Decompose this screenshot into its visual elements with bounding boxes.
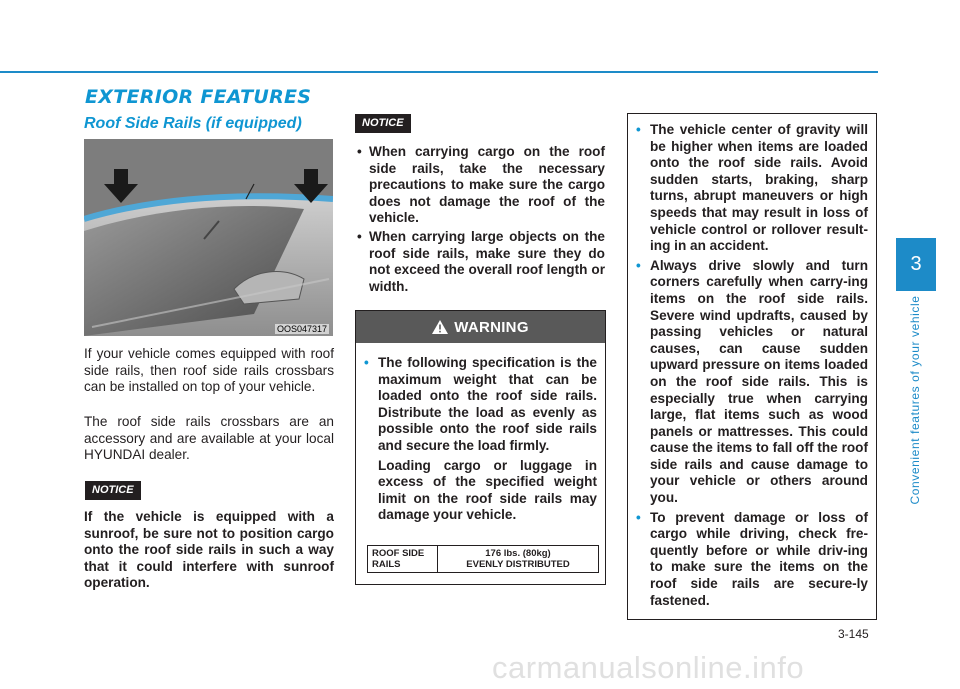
chapter-tab: 3: [896, 238, 936, 291]
roof-rails-figure: [84, 139, 333, 336]
warning-box: [355, 310, 606, 585]
bullet-icon: •: [357, 228, 362, 244]
list-item: • To prevent damage or loss of cargo while driving, check fre-quently before or while driv-ing to make sure the items on the roof side rails are secure-ly fastened.: [636, 509, 868, 608]
notice-label: NOTICE: [355, 114, 411, 133]
notice-text: If the vehicle is equipped with a sunroof, be sure not to position cargo onto the roof side rails in such a way that it could interfere with sunroof operation.: [84, 509, 334, 591]
bullet-icon: •: [636, 122, 641, 137]
warning-continued-box: [627, 113, 877, 620]
page-number: 3-145: [838, 627, 869, 641]
warning-continuation: Loading cargo or luggage in excess of the specified weight limit on the roof side rails may damage your vehicle.: [378, 457, 597, 523]
warning-header: [356, 311, 605, 343]
list-item: • The following specification is the maximum weight that can be loaded onto the roof side rails. Distribute the load as evenly as possible onto the roof side rails and secure the load firmly. Loading cargo or luggage in excess of the specified weight limit on the roof side rails may damage your vehicle.: [364, 355, 597, 523]
bullet-icon: •: [357, 144, 362, 159]
page-title: Roof Side Rails (if equipped): [84, 115, 302, 132]
chapter-title: Convenient features of your vehicle: [908, 295, 922, 505]
section-header: EXTERIOR FEATURES: [85, 86, 312, 108]
warning-label: WARNING: [454, 318, 529, 336]
warning-triangle-icon: [432, 320, 448, 334]
accessory-paragraph: The roof side rails crossbars are an accessory and are available at your local HYUNDAI dealer.: [84, 414, 334, 463]
notice-list: [355, 144, 605, 297]
warning-list: [364, 355, 597, 524]
spec-label: ROOF SIDE RAILS: [368, 546, 438, 573]
warning-list: [636, 122, 868, 609]
car-roof-illustration: [84, 139, 333, 336]
list-item: • Always drive slowly and turn corners carefully when carry-ing items on the roof side rails. Severe wind updrafts, caused by passing vehicles or natural causes, can cause sudden upward pressure on items loaded on the roof side rails. This is especially true when carrying large, flat items such as wood panels or mattresses. This could cause the items to fall off the roof side rails and cause damage to your vehicle or others around you.: [636, 257, 868, 506]
list-item: • When carrying large objects on the roof side rails, make sure they do not exceed the overall roof length or width.: [357, 228, 605, 294]
list-item: • When carrying cargo on the roof side rails, take the necessary precautions to make sure the cargo does not damage the roof of the vehicle.: [357, 144, 605, 226]
notice-label: NOTICE: [85, 481, 141, 500]
bullet-icon: •: [636, 257, 641, 273]
bullet-icon: •: [636, 509, 641, 525]
bullet-icon: •: [364, 355, 369, 370]
header-rule: [0, 71, 878, 73]
spec-table: [367, 545, 599, 573]
spec-value: 176 lbs. (80kg) EVENLY DISTRIBUTED: [438, 546, 599, 573]
intro-paragraph: If your vehicle comes equipped with roof side rails, then roof side rails crossbars can be installed on top of your vehicle.: [84, 346, 334, 395]
figure-code: OOS047317: [276, 324, 327, 334]
list-item: • The vehicle center of gravity will be higher when items are loaded onto the roof side rails. Avoid sudden starts, braking, sharp turns, abrupt maneuvers or high speeds that may result in loss of vehicle control or rollover result-ing in an accident.: [636, 122, 868, 254]
table-row: [368, 546, 599, 573]
watermark: carmanualsonline.info: [492, 650, 805, 685]
